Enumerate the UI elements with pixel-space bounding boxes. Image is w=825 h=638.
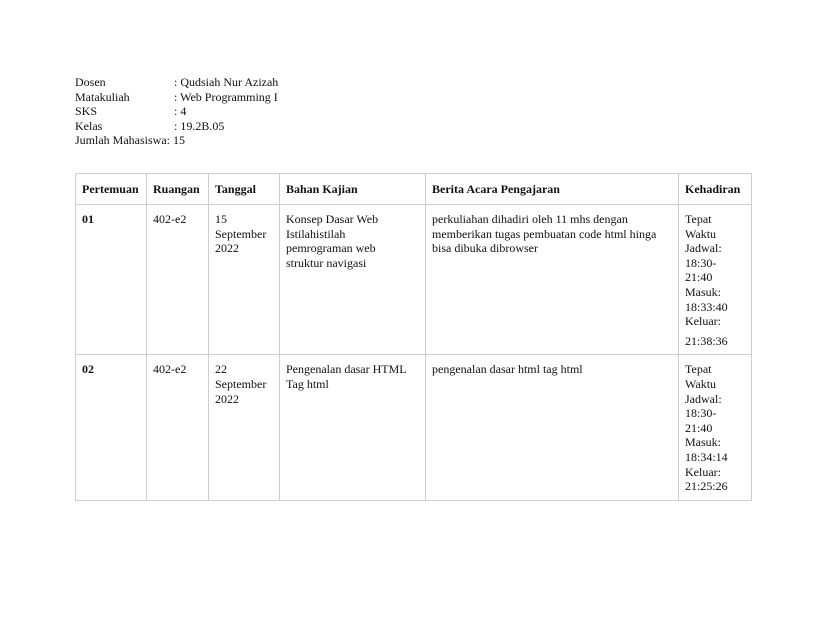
cell-bahan-kajian — [280, 355, 426, 501]
info-kelas-label: Kelas — [75, 118, 103, 133]
cell-kehadiran — [679, 355, 752, 501]
cell-tanggal — [209, 355, 280, 501]
cell-tanggal — [209, 205, 280, 355]
header-bahan-kajian: Bahan Kajian — [280, 174, 426, 205]
kehadiran-line: 18:34:14 — [685, 449, 728, 464]
info-kelas — [75, 119, 278, 134]
cell-pertemuan: 01 — [76, 205, 147, 355]
bahan-line: struktur navigasi — [286, 255, 367, 270]
info-jumlah-value: : 15 — [166, 133, 185, 148]
info-dosen-label: Dosen — [75, 75, 106, 89]
kehadiran-line: Tepat — [685, 212, 712, 226]
cell-kehadiran — [679, 205, 752, 355]
bahan-line: Konsep Dasar Web — [286, 212, 379, 226]
berita-line: bisa dibuka dibrowser — [432, 241, 538, 256]
info-kelas-value: : 19.2B.05 — [174, 118, 225, 133]
info-jumlah-label: Jumlah Mahasiswa — [75, 133, 167, 148]
kehadiran-line: Keluar: — [685, 464, 721, 479]
info-dosen-value: : Qudsiah Nur Azizah — [174, 75, 279, 89]
kehadiran-line: Jadwal: — [685, 241, 722, 256]
kehadiran-line: Jadwal: — [685, 391, 722, 406]
info-matakuliah — [75, 90, 278, 105]
cell-berita-acara — [426, 355, 679, 501]
info-sks-label: SKS — [75, 104, 98, 119]
cell-ruangan: 402-e2 — [147, 355, 209, 501]
tanggal-year: 2022 — [215, 241, 239, 256]
info-sks — [75, 104, 278, 119]
header-kehadiran: Kehadiran — [679, 174, 752, 205]
kehadiran-line: 21:40 — [685, 420, 713, 435]
kehadiran-line: 21:38:36 — [685, 333, 728, 348]
table-row — [76, 355, 752, 501]
header-tanggal: Tanggal — [209, 174, 280, 205]
kehadiran-line: 18:30- — [685, 406, 717, 421]
bahan-line: Pengenalan dasar HTML — [286, 362, 407, 377]
kehadiran-line: Waktu — [685, 376, 717, 391]
kehadiran-line: 21:25:26 — [685, 479, 728, 494]
bahan-line: Tag html — [286, 376, 329, 391]
tanggal-day: 22 — [215, 362, 227, 377]
info-matakuliah-label: Matakuliah — [75, 89, 130, 104]
table-row — [76, 205, 752, 355]
kehadiran-line: 18:30- — [685, 255, 717, 270]
course-info — [75, 75, 278, 148]
cell-bahan-kajian — [280, 205, 426, 355]
kehadiran-line: Masuk: — [685, 284, 721, 299]
header-pertemuan: Pertemuan — [76, 174, 147, 205]
info-sks-value: : 4 — [174, 104, 187, 119]
tanggal-month: September — [215, 376, 267, 391]
tanggal-month: September — [215, 226, 267, 241]
attendance-table — [75, 173, 752, 501]
berita-line: pengenalan dasar html tag html — [432, 362, 583, 377]
header-ruangan: Ruangan — [147, 174, 209, 205]
table-header-row — [76, 174, 752, 205]
bahan-line: Istilahistilah — [286, 226, 346, 241]
kehadiran-line: Waktu — [685, 226, 717, 241]
kehadiran-line: Keluar: — [685, 314, 721, 329]
kehadiran-line: Tepat — [685, 362, 712, 377]
tanggal-day: 15 — [215, 212, 227, 226]
tanggal-year: 2022 — [215, 391, 239, 406]
kehadiran-line: 18:33:40 — [685, 299, 728, 314]
header-berita-acara: Berita Acara Pengajaran — [426, 174, 679, 205]
berita-line: memberikan tugas pembuatan code html hinga — [432, 226, 657, 241]
cell-ruangan: 402-e2 — [147, 205, 209, 355]
kehadiran-line: 21:40 — [685, 270, 713, 285]
cell-berita-acara — [426, 205, 679, 355]
info-matakuliah-value: : Web Programming I — [174, 89, 278, 104]
berita-line: perkuliahan dihadiri oleh 11 mhs dengan — [432, 212, 628, 226]
cell-pertemuan: 02 — [76, 355, 147, 501]
bahan-line: pemrograman web — [286, 241, 376, 256]
info-dosen — [75, 75, 278, 90]
info-jumlah-mahasiswa — [75, 133, 278, 148]
kehadiran-line: Masuk: — [685, 435, 721, 450]
